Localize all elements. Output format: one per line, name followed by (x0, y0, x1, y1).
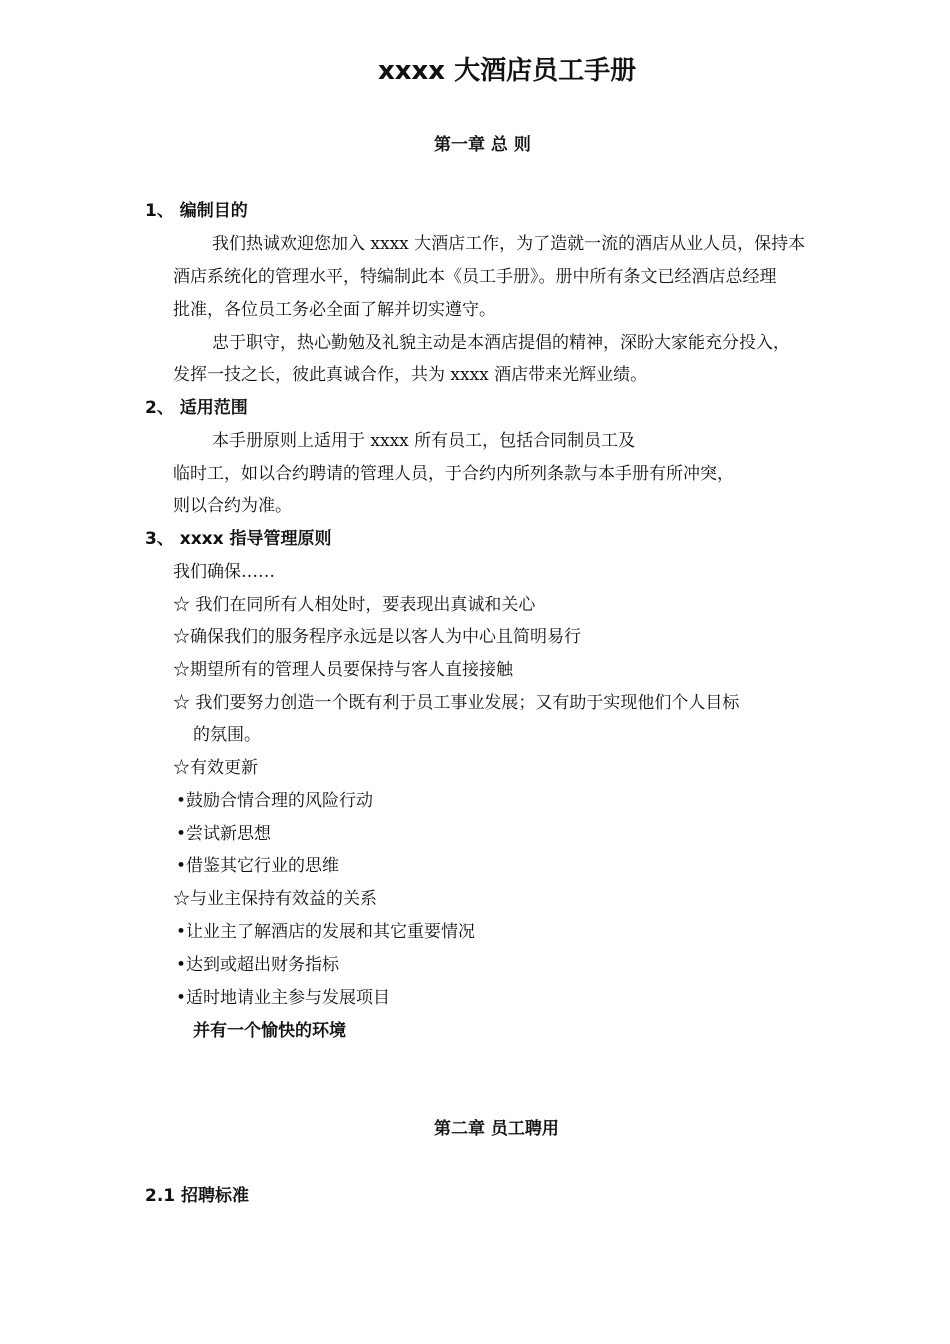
principle-item: ☆ 我们要努力创造一个既有利于员工事业发展；又有助于实现他们个人目标 (173, 693, 740, 713)
section-1-line-4: 忠于职守，热心勤勉及礼貌主动是本酒店提倡的精神，深盼大家能充分投入， (212, 333, 790, 353)
principle-item: ☆有效更新 (173, 758, 258, 778)
document-title: xxxx 大酒店员工手册 (378, 56, 637, 86)
section-2-line-1: 本手册原则上适用于 xxxx 所有员工，包括合同制员工及 (212, 431, 636, 451)
principle-item-continuation: 的氛围。 (193, 725, 261, 745)
principle-item: ☆ 我们在同所有人相处时，要表现出真诚和关心 (173, 595, 536, 615)
section-1-line-2: 酒店系统化的管理水平，特编制此本《员工手册》。册中所有条文已经酒店总经理 (173, 267, 777, 287)
principle-item: ☆与业主保持有效益的关系 (173, 889, 377, 909)
section-2-1-heading: 2.1 招聘标准 (145, 1186, 250, 1206)
principle-subitem: •适时地请业主参与发展项目 (176, 988, 391, 1008)
section-3-closing: 并有一个愉快的环境 (193, 1021, 346, 1041)
section-1-line-1: 我们热诚欢迎您加入 xxxx 大酒店工作，为了造就一流的酒店从业人员，保持本 (212, 234, 806, 254)
chapter-2-title: 第二章 员工聘用 (434, 1119, 559, 1139)
section-1-heading: 1、 编制目的 (145, 201, 248, 221)
principle-subitem: •借鉴其它行业的思维 (176, 856, 340, 876)
principle-subitem: •让业主了解酒店的发展和其它重要情况 (176, 922, 476, 942)
section-2-line-2: 临时工，如以合约聘请的管理人员，于合约内所列条款与本手册有所冲突， (173, 464, 734, 484)
chapter-1-title: 第一章 总 则 (434, 135, 531, 155)
principle-subitem: •尝试新思想 (176, 824, 272, 844)
principle-item: ☆确保我们的服务程序永远是以客人为中心且简明易行 (173, 627, 581, 647)
principle-subitem: •达到或超出财务指标 (176, 955, 340, 975)
principle-subitem: •鼓励合情合理的风险行动 (176, 791, 374, 811)
principle-item: ☆期望所有的管理人员要保持与客人直接接触 (173, 660, 513, 680)
section-1-line-3: 批准，各位员工务必全面了解并切实遵守。 (173, 300, 496, 320)
section-1-line-5: 发挥一技之长，彼此真诚合作，共为 xxxx 酒店带来光辉业绩。 (173, 365, 648, 385)
section-2-heading: 2、 适用范围 (145, 398, 248, 418)
section-2-line-3: 则以合约为准。 (173, 496, 292, 516)
section-3-intro: 我们确保…… (173, 562, 275, 582)
section-3-heading: 3、 xxxx 指导管理原则 (145, 529, 332, 549)
